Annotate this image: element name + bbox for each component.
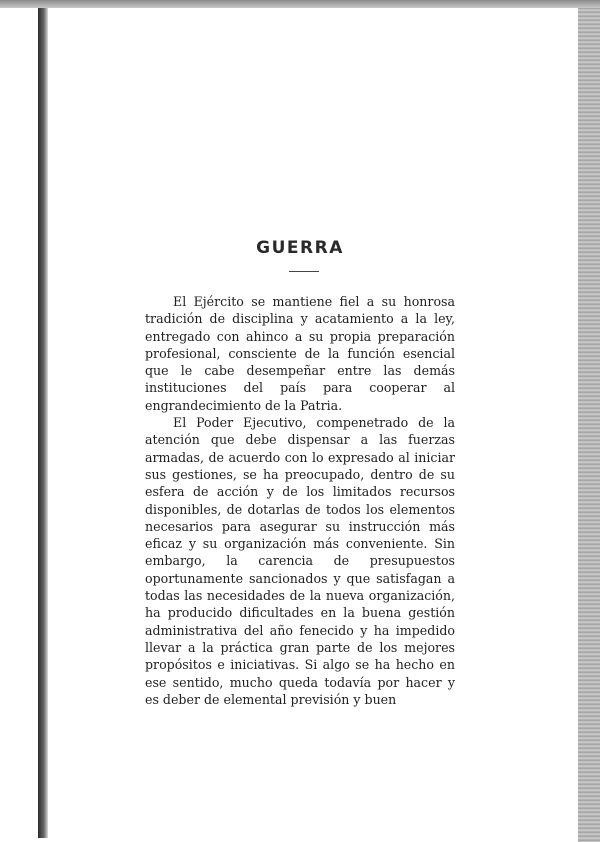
document-body bbox=[145, 293, 455, 708]
scan-edge-top bbox=[0, 0, 600, 8]
paragraph-2: El Poder Ejecutivo, compenetrado de la atención que debe dispensar a las fuerzas armadas, de acuerdo con lo expresado al iniciar sus gestiones, se ha preocupado, dentro de su esfera de acción y de los limitados recursos disponibles, de dotarlas de todos los elementos necesarios para asegurar su instrucción más eficaz y su organización más conveniente. Sin embargo, la carencia de presupuestos oportunamente sancionados y que satisfagan a todas las necesidades de la nueva organización, ha producido dificultades en la buena gestión administrativa del año fenecido y ha impedido llevar a la práctica gran parte de los mejores propósitos e iniciativas. Si algo se ha hecho en ese sentido, mucho queda todavía por hacer y es deber de elemental previsión y buen bbox=[145, 415, 455, 707]
scan-edge-left bbox=[38, 8, 48, 838]
page-title: GUERRA bbox=[256, 238, 344, 258]
title-divider bbox=[289, 271, 319, 272]
paragraph-1: El Ejército se mantiene fiel a su honrosa tradición de disciplina y acatamiento a la ley, entregado con ahinco a su propia preparación profesional, consciente de la función esencial que le cabe desempeñar entre las demás instituciones del país para cooperar al engrandecimiento de la Patria. bbox=[145, 294, 455, 413]
scan-edge-right bbox=[578, 8, 600, 842]
